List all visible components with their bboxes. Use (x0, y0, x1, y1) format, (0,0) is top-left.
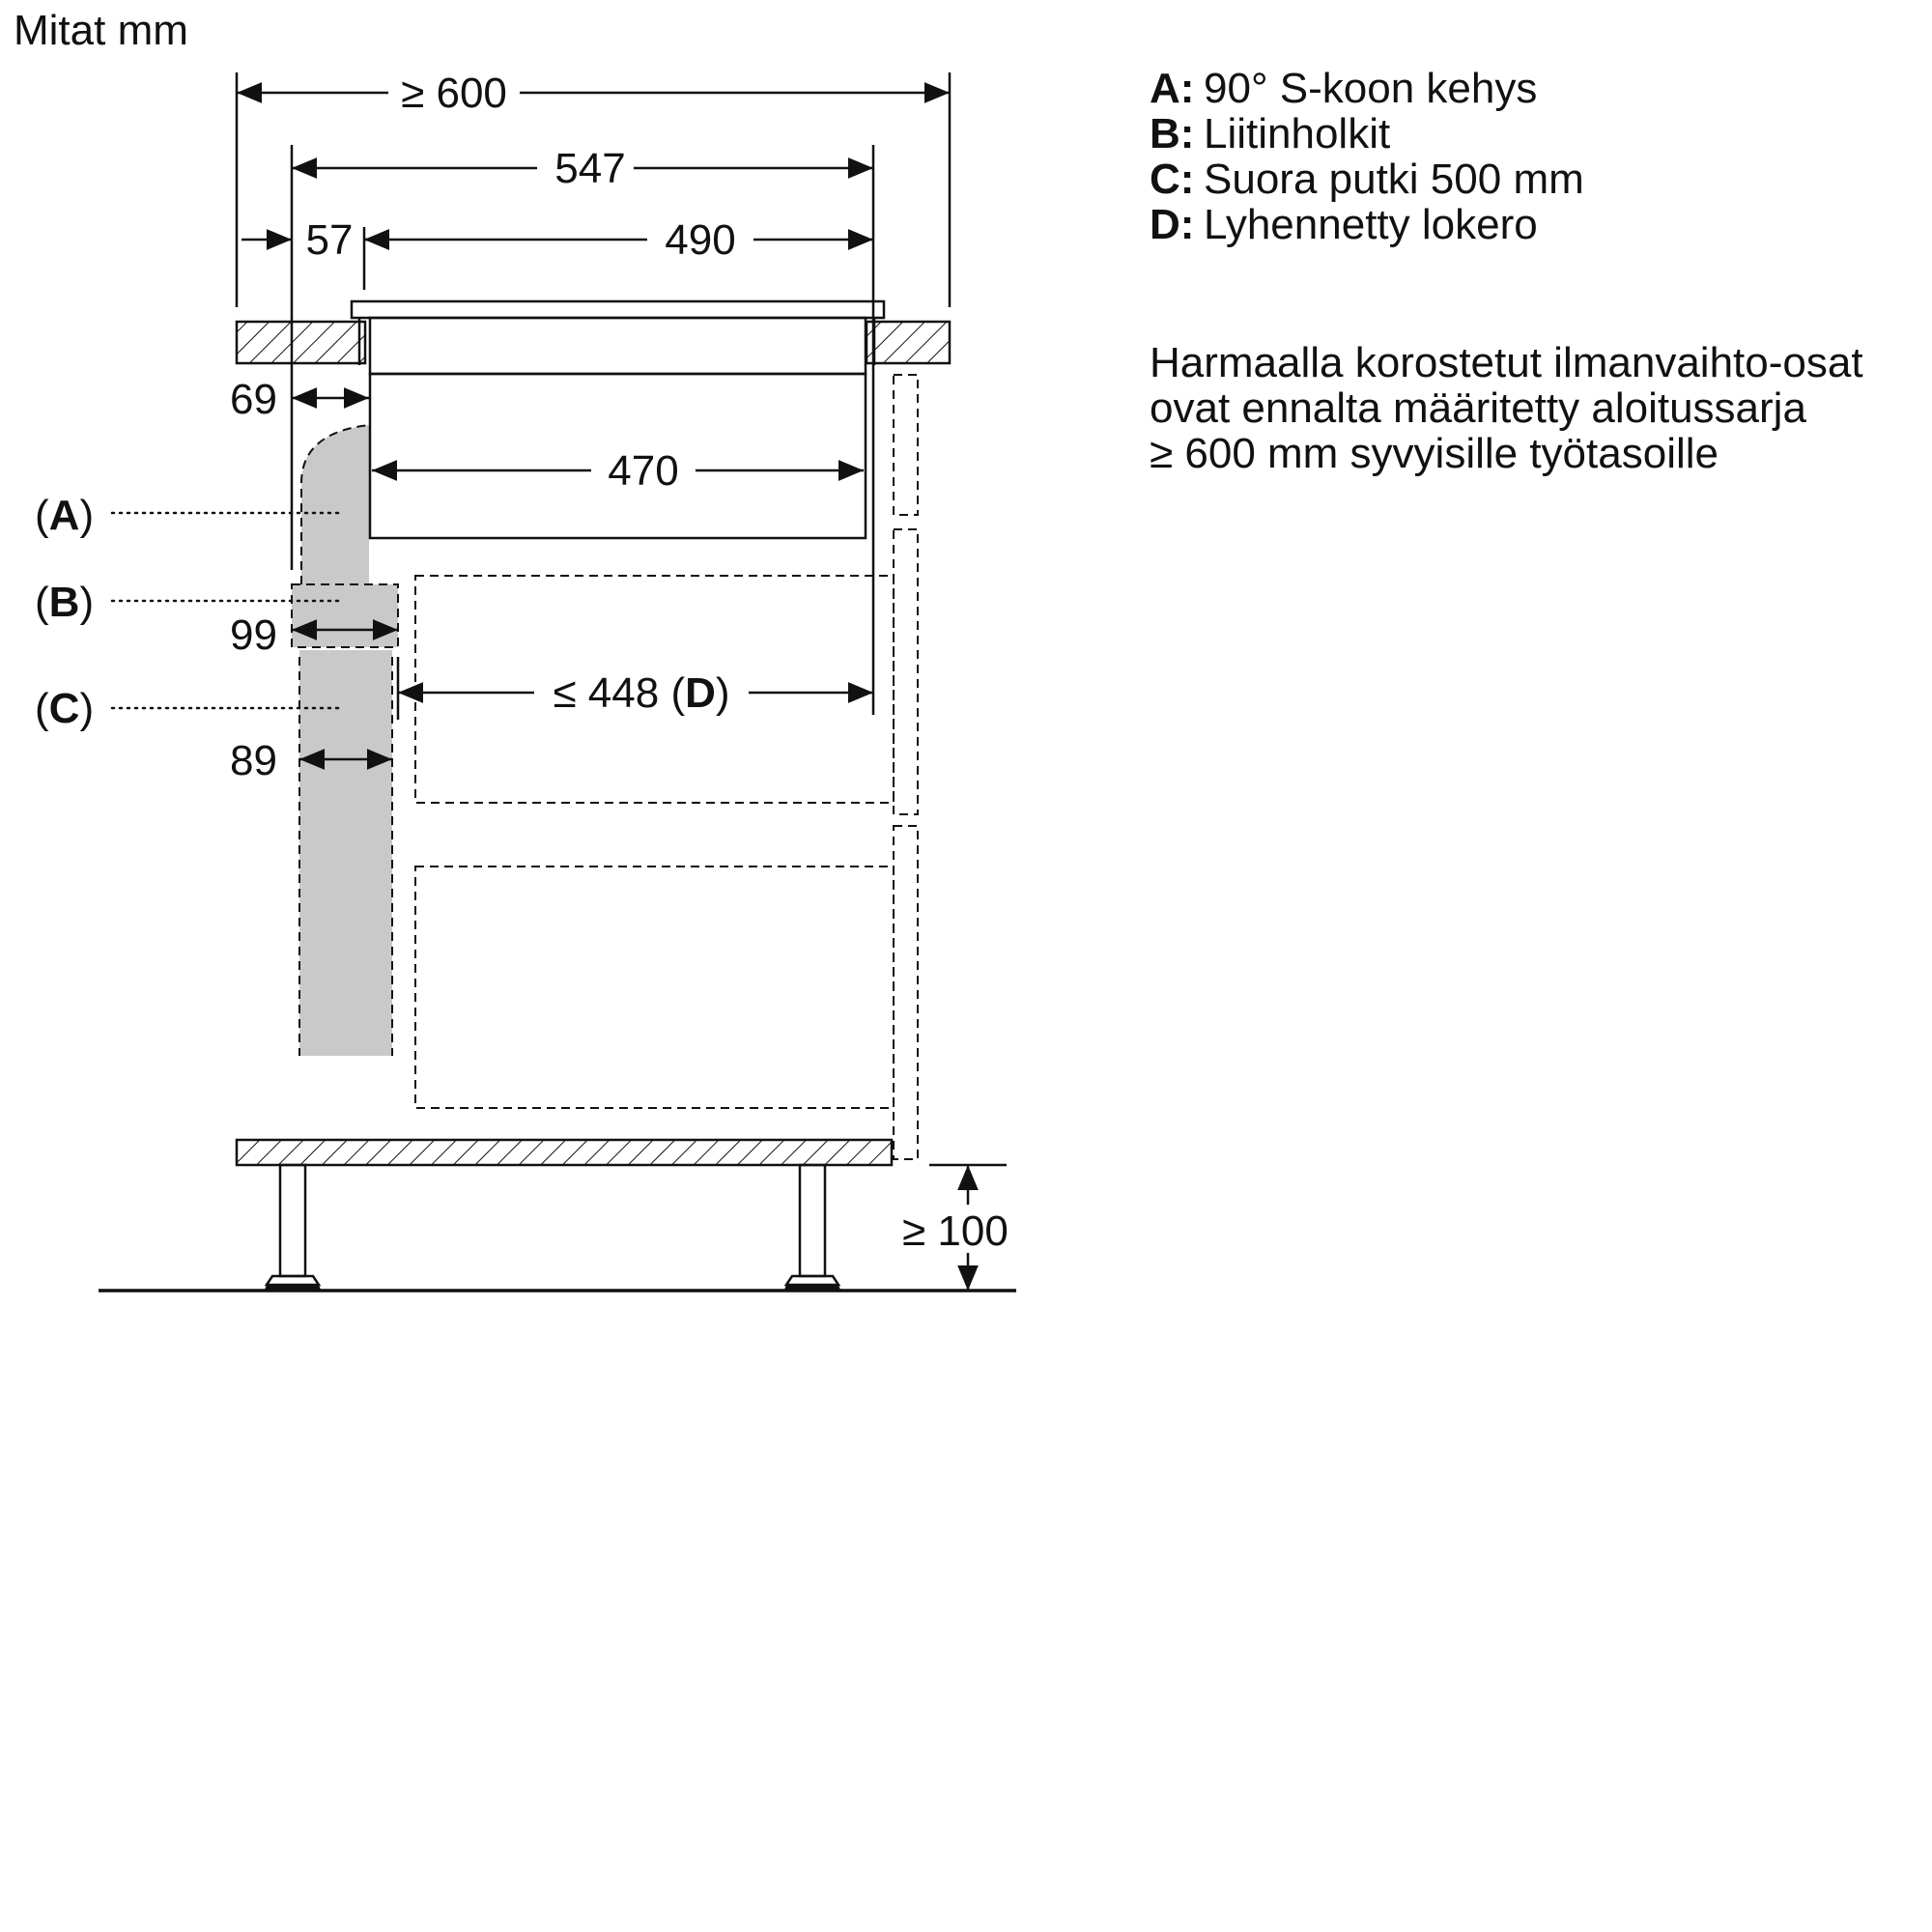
legend-text: Liitinholkit (1204, 110, 1391, 157)
dim-plinth-gap: ≥ 100 (902, 1208, 1009, 1255)
cabinet-side-upper (894, 375, 918, 515)
cooktop-upper-body (370, 318, 866, 374)
callout-a: (A) (35, 492, 95, 539)
dim-drawer-depth (553, 669, 729, 717)
dim-frame-gap: 69 (230, 376, 277, 423)
dim-drawer-letter: D (685, 669, 716, 717)
legend-text: Suora putki 500 mm (1204, 156, 1584, 203)
cabinet-side-middle (894, 529, 918, 814)
dim-worktop-depth: ≥ 600 (401, 70, 507, 117)
legend-text: Lyhennetty lokero (1204, 201, 1538, 248)
note-line: ≥ 600 mm syvyisille työtasoille (1150, 430, 1719, 477)
foot-right (784, 1165, 840, 1290)
legend-key: B: (1150, 110, 1195, 157)
legend-text: 90° S-koon kehys (1204, 65, 1538, 112)
cooktop-glass (352, 301, 884, 318)
pipe-c-shape (299, 650, 392, 1056)
dim-drawer-prefix: ≤ 448 ( (553, 669, 686, 717)
note-line: Harmaalla korostetut ilmanvaihto-osat (1150, 339, 1863, 386)
dim-body-depth: 490 (665, 216, 736, 264)
dim-pipe-depth: 89 (230, 737, 277, 784)
note-line: ovat ennalta määritetty aloitussarja (1150, 384, 1806, 432)
page-title: Mitat mm (14, 7, 188, 54)
legend-key: A: (1150, 65, 1195, 112)
worktop-right (867, 322, 950, 363)
callout-c: (C) (35, 685, 95, 732)
drawer-lower (415, 867, 894, 1108)
callout-b: (B) (35, 579, 95, 626)
dim-sleeve-depth: 99 (230, 611, 277, 659)
worktop-left (237, 322, 365, 363)
foot-left (265, 1165, 321, 1290)
dim-housing-depth: 470 (608, 447, 679, 495)
cabinet-bottom (237, 1140, 892, 1165)
dim-appliance-depth: 547 (554, 145, 626, 192)
dim-drawer-suffix: ) (715, 669, 730, 717)
legend-key: D: (1150, 201, 1195, 248)
dim-front-offset: 57 (305, 216, 354, 264)
legend-key: C: (1150, 156, 1195, 203)
cabinet-side-lower (894, 826, 918, 1159)
sleeve-b-shape (292, 584, 398, 647)
